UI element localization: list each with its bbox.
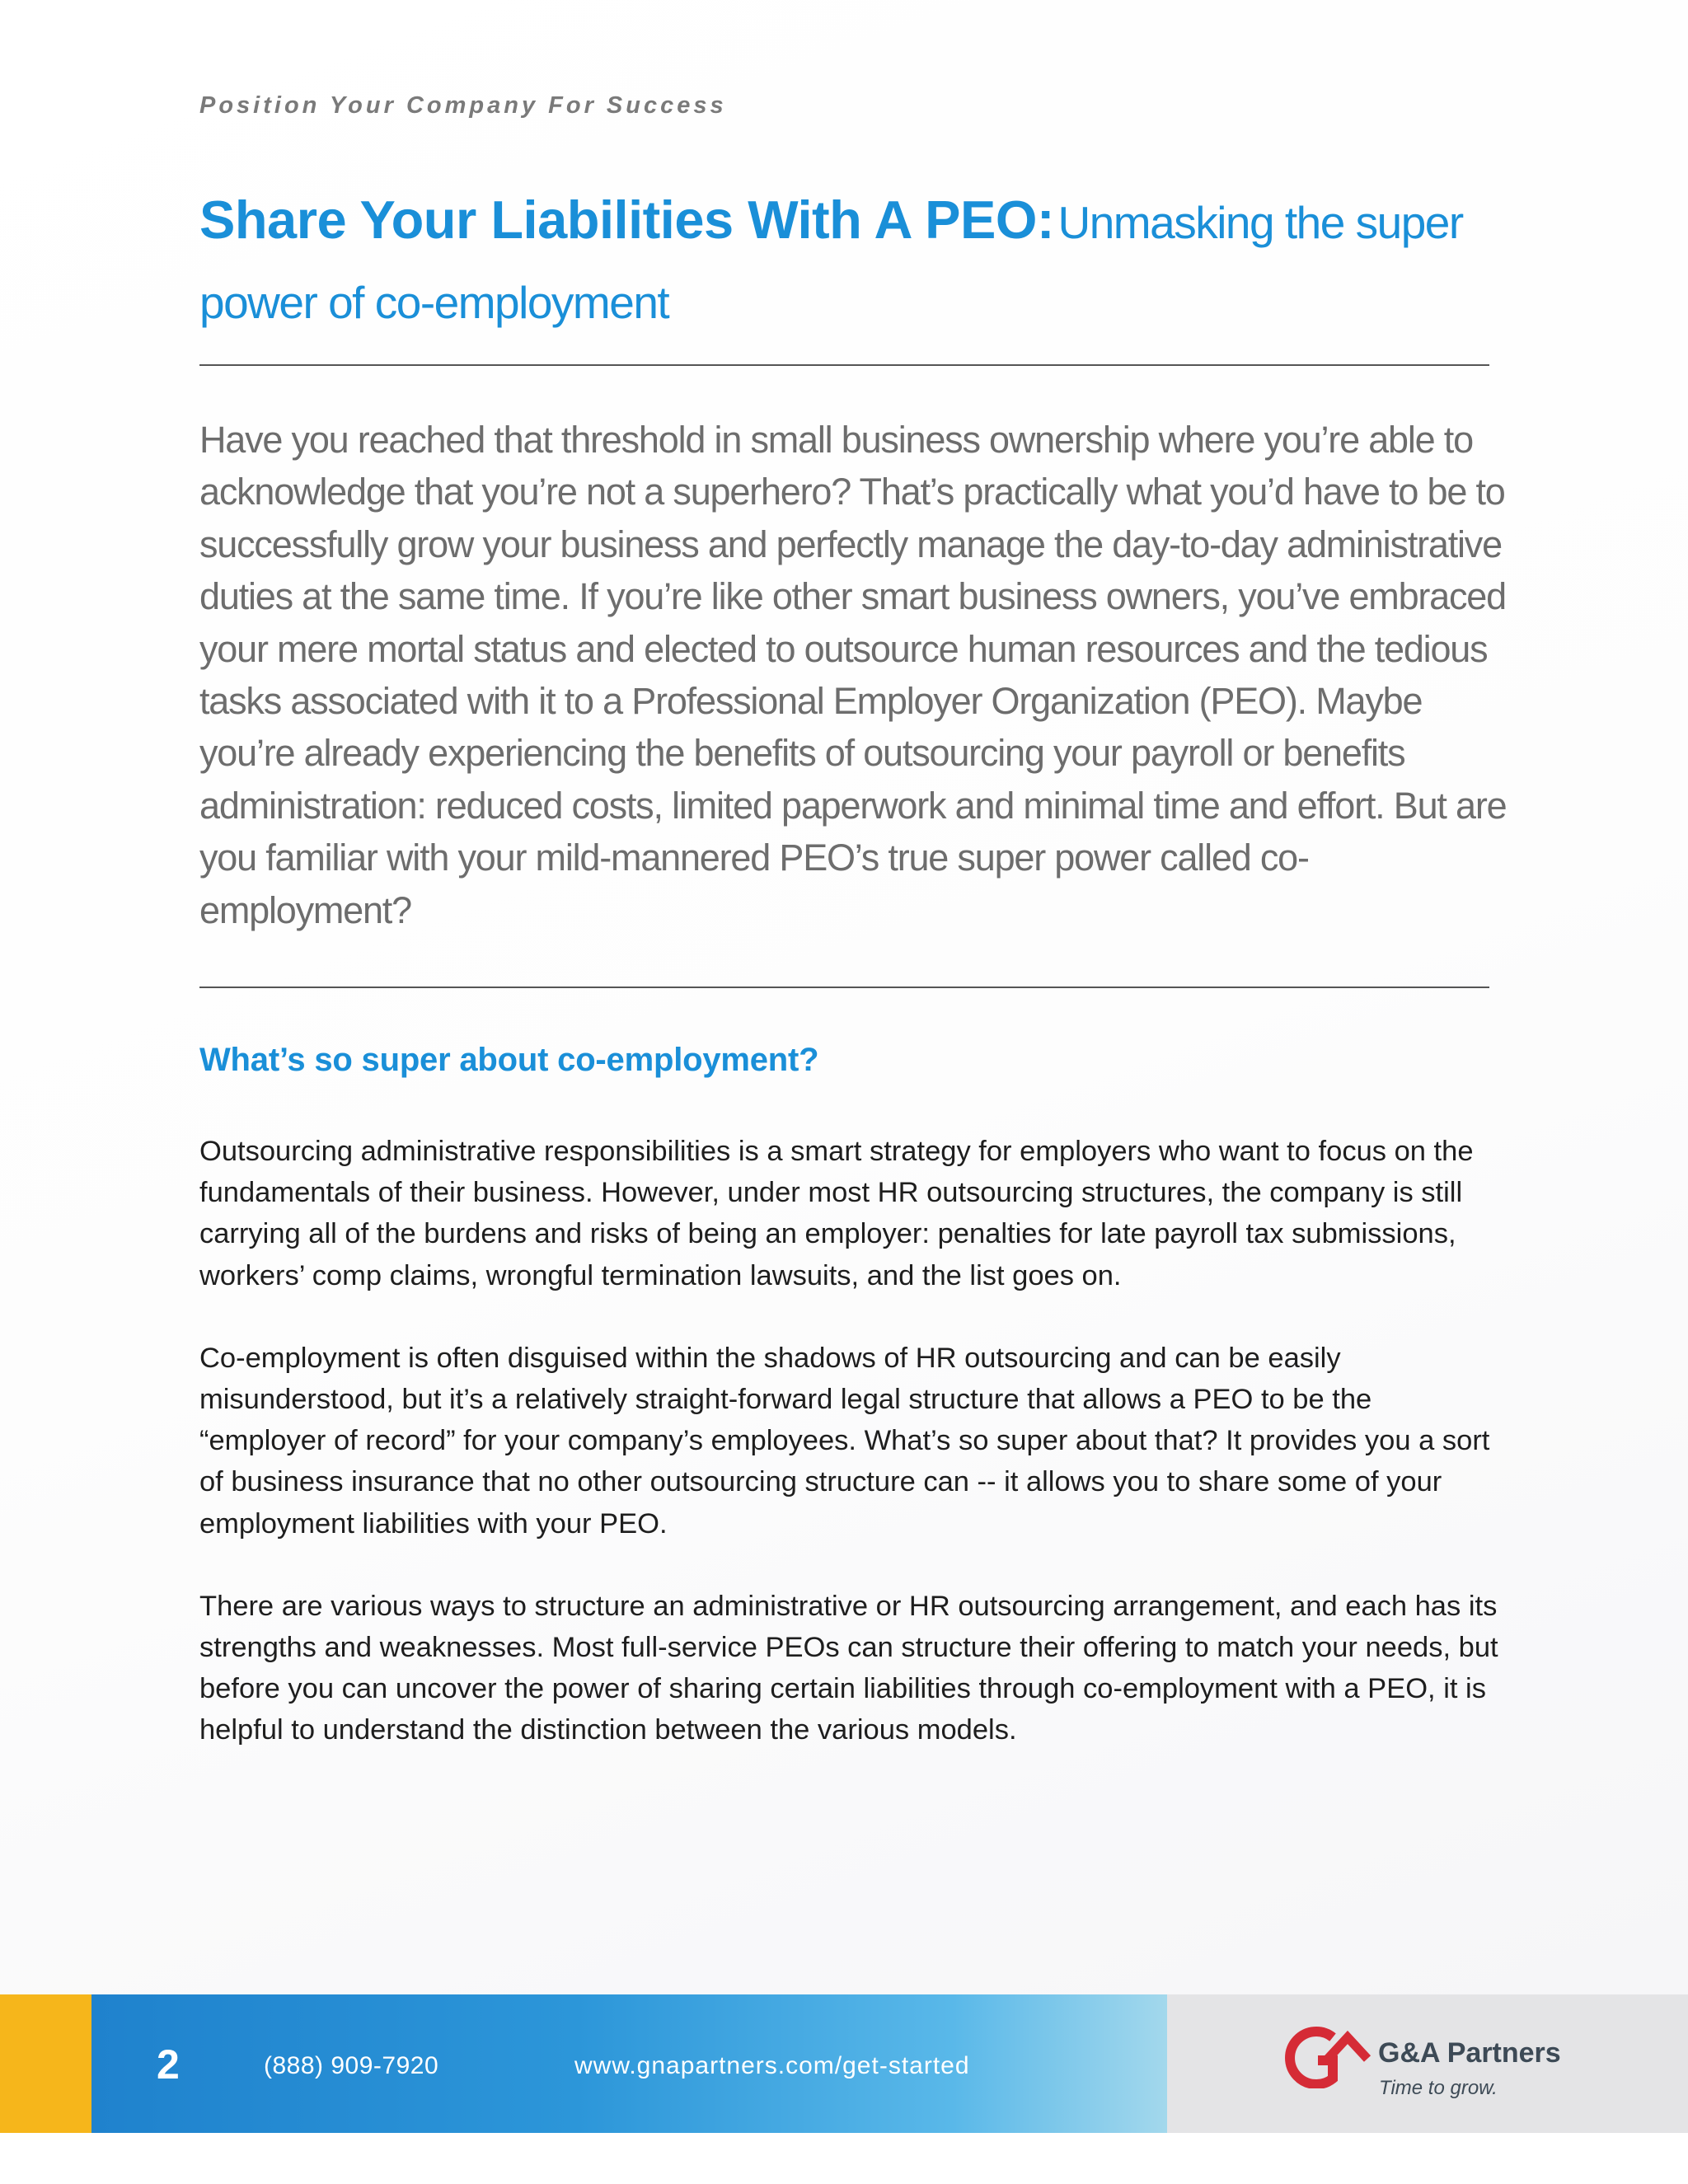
brand-tagline: Time to grow. (1379, 2077, 1498, 2099)
page-kicker: Position Your Company For Success (199, 92, 727, 119)
brand-name: G&A Partners (1378, 2037, 1561, 2069)
intro-paragraph: Have you reached that threshold in small business ownership where you’re able to acknowledge that you’re not a superhero? That’s practically what you’d have to be to successfully grow your business and perfectly manage the day-to-day administrative duties at the same time. If you’re like other smart business owners, you’ve embraced your mere mortal status and elected to outsource human resources and the tedious tasks associated with it to a Professional Employer Organization (PEO). Maybe you’re already experiencing the benefits of outsourcing your payroll or benefits administration: reduced costs, limited paperwork and minimal time and effort. But are you familiar with your mild-mannered PEO’s true super power called co-employment? (199, 419, 1507, 931)
title-bold: Share Your Liabilities With A PEO: (199, 190, 1055, 250)
title-subtitle: Unmasking the super power of co-employment (199, 197, 1463, 328)
website-link[interactable]: www.gnapartners.com/get-started (574, 2052, 970, 2079)
page-number: 2 (157, 2041, 180, 2088)
top-divider (199, 364, 1489, 366)
intro-divider (199, 987, 1489, 988)
body-paragraph: Outsourcing administrative responsibilities is a smart strategy for employers who want to focus on the fundamentals of their business. However, under most HR outsourcing structures, the company is still carrying all of the burdens and risks of being an employer: penalties for late payroll tax submissions, workers’ comp claims, wrongful termination lawsuits, and the list goes on. (199, 1136, 1474, 1291)
ga-partners-logo-icon (1282, 2026, 1372, 2088)
body-paragraph: Co-employment is often disguised within the shadows of HR outsourcing and can be easily misunderstood, but it’s a relatively straight-forward legal structure that allows a PEO to be the “employer of record” for your company’s employees. What’s so super about that? It provides you a sort of business insurance that no other outsourcing structure can -- it allows you to share some of your employment liabilities with your PEO. (199, 1342, 1490, 1540)
page-title (199, 186, 1502, 349)
phone-number[interactable]: (888) 909-7920 (264, 2052, 439, 2079)
intro-block (199, 414, 1518, 936)
footer-accent-bar (0, 1994, 91, 2133)
page-footer (0, 1994, 1688, 2133)
section-body (199, 1131, 1502, 1793)
section-heading: What’s so super about co-employment? (199, 1042, 819, 1078)
body-paragraph: There are various ways to structure an administrative or HR outsourcing arrangement, and each has its strengths and weaknesses. Most full-service PEOs can structure their offering to match your needs, but before you can uncover the power of sharing certain liabilities through co-employment with a PEO, it is helpful to understand the distinction between the various models. (199, 1590, 1498, 1746)
